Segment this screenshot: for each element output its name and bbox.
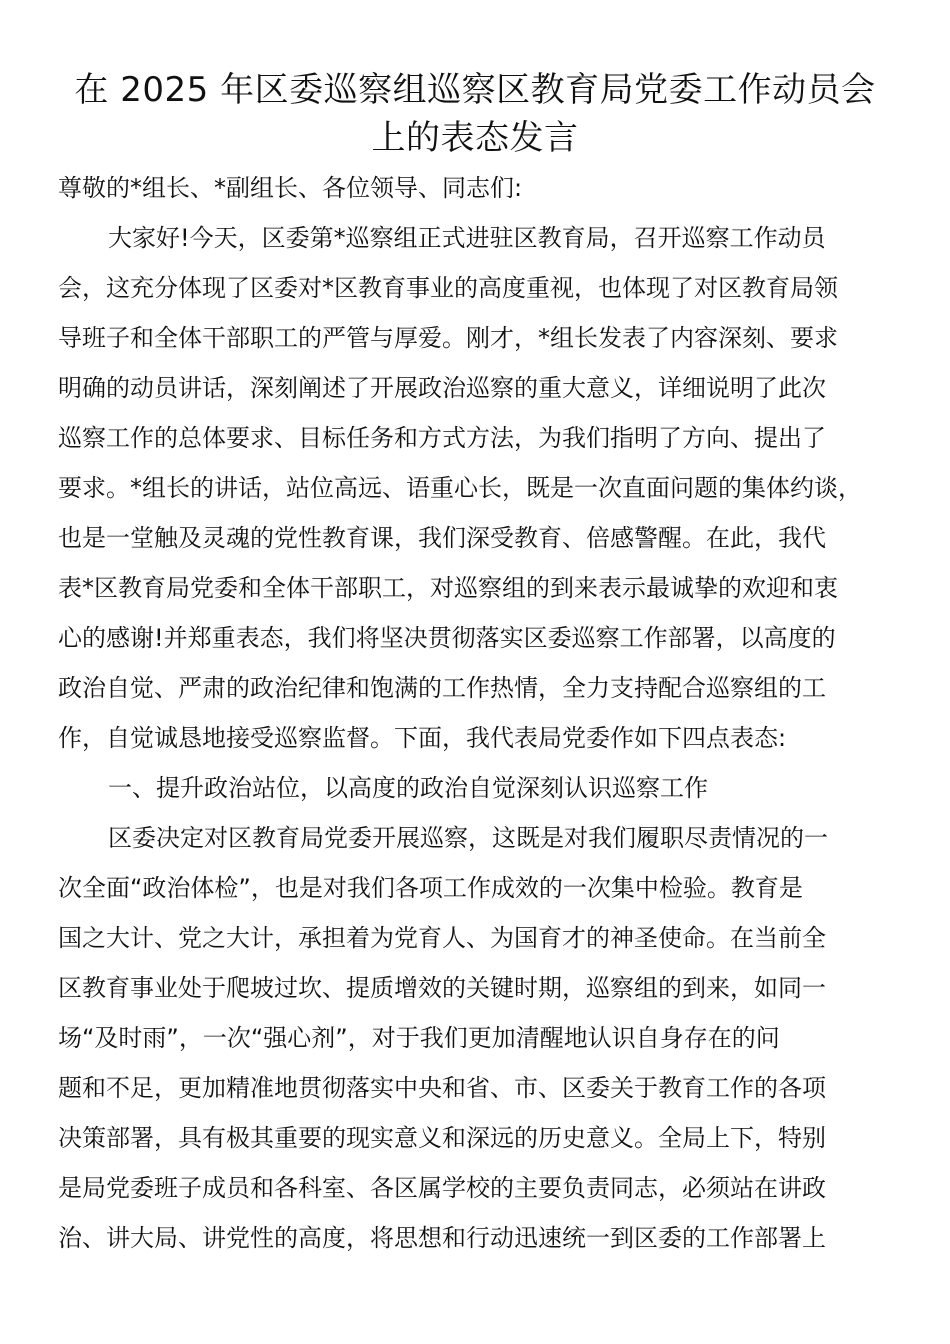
salutation: 尊敬的*组长、*副组长、各位领导、同志们: [58,174,523,202]
paragraph-line: 也是一堂触及灵魂的党性教育课，我们深受教育、倍感警醒。在此，我代 [58,524,826,552]
paragraph-line: 题和不足，更加精准地贯彻落实中央和省、市、区委关于教育工作的各项 [58,1074,826,1102]
paragraph-line: 大家好!今天，区委第*巡察组正式进驻区教育局，召开巡察工作动员 [108,224,826,252]
title-line-1: 在 2025 年区委巡察组巡察区教育局党委工作动员会 [74,70,876,110]
paragraph-line: 导班子和全体干部职工的严管与厚爱。刚才，*组长发表了内容深刻、要求 [58,324,838,352]
paragraph-line: 明确的动员讲话，深刻阐述了开展政治巡察的重大意义，详细说明了此次 [58,374,826,402]
paragraph-line: 会，这充分体现了区委对*区教育事业的高度重视，也体现了对区教育局领 [58,274,838,302]
paragraph-line: 作，自觉诚恳地接受巡察监督。下面，我代表局党委作如下四点表态: [58,724,787,752]
title-line-2: 上的表态发言 [371,118,579,158]
paragraph-line: 区委决定对区教育局党委开展巡察，这既是对我们履职尽责情况的一 [108,824,828,852]
paragraph-line: 决策部署，具有极其重要的现实意义和深远的历史意义。全局上下，特别 [58,1124,826,1152]
paragraph-line: 表*区教育局党委和全体干部职工，对巡察组的到来表示最诚挚的欢迎和衷 [58,574,838,602]
section-heading: 一、提升政治站位，以高度的政治自觉深刻认识巡察工作 [108,774,708,802]
paragraph-line: 要求。*组长的讲话，站位高远、语重心长，既是一次直面问题的集体约谈， [58,474,862,502]
paragraph-line: 场“及时雨”，一次“强心剂”，对于我们更加清醒地认识自身存在的问 [58,1024,780,1052]
paragraph-line: 政治自觉、严肃的政治纪律和饱满的工作热情，全力支持配合巡察组的工 [58,674,826,702]
paragraph-line: 巡察工作的总体要求、目标任务和方式方法，为我们指明了方向、提出了 [58,424,826,452]
paragraph-line: 治、讲大局、讲党性的高度，将思想和行动迅速统一到区委的工作部署上 [58,1224,826,1252]
document-title [60,66,890,162]
paragraph-line: 区教育事业处于爬坡过坎、提质增效的关键时期，巡察组的到来，如同一 [58,974,826,1002]
paragraph-line: 次全面“政治体检”，也是对我们各项工作成效的一次集中检验。教育是 [58,874,803,902]
paragraph-line: 心的感谢!并郑重表态，我们将坚决贯彻落实区委巡察工作部署，以高度的 [58,624,836,652]
paragraph-line: 是局党委班子成员和各科室、各区属学校的主要负责同志，必须站在讲政 [58,1174,826,1202]
paragraph-line: 国之大计、党之大计，承担着为党育人、为国育才的神圣使命。在当前全 [58,924,826,952]
